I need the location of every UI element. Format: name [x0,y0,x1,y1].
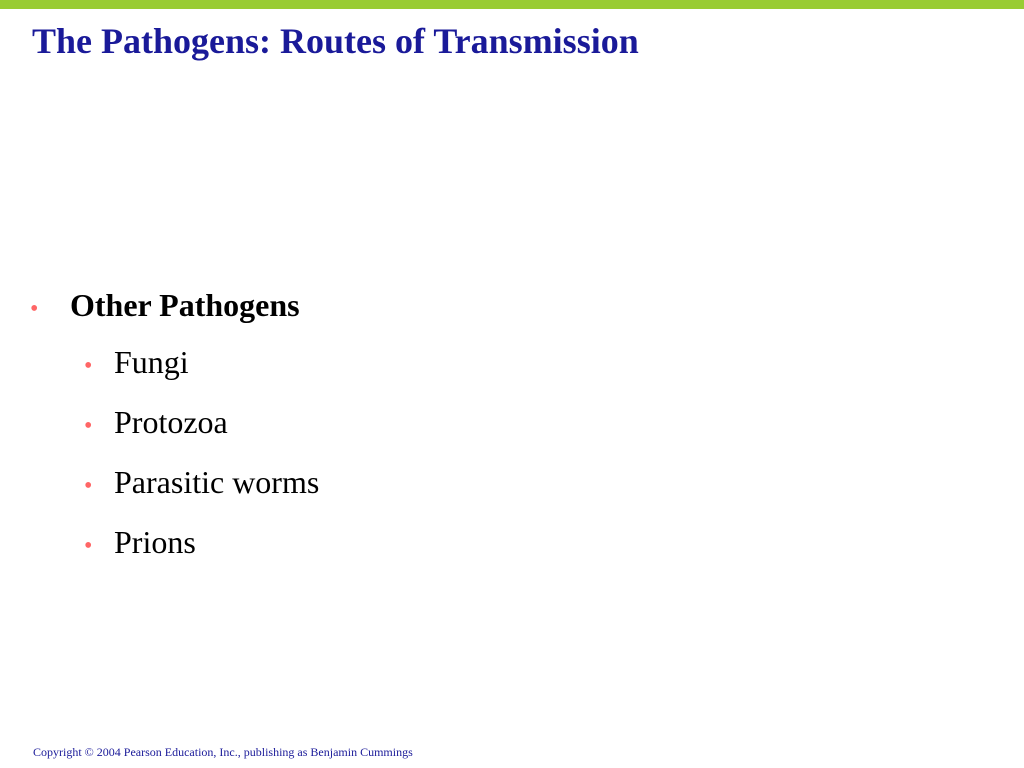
bullet-icon: • [84,473,93,499]
sub-bullet-text: Fungi [114,344,189,380]
bullet-icon: • [30,296,39,322]
bullet-item-other-pathogens [30,282,319,328]
sub-bullet-text: Prions [114,524,196,560]
bullet-icon: • [84,353,93,379]
slide-title: The Pathogens: Routes of Transmission [32,21,639,61]
bullet-list [30,282,319,582]
sub-bullet-item-fungi [84,342,319,402]
top-accent-bar [0,0,1024,9]
bullet-text: Other Pathogens [70,287,300,323]
sub-bullet-item-prions [84,522,319,582]
sub-bullet-item-parasitic-worms [84,462,319,522]
bullet-icon: • [84,533,93,559]
sub-bullet-text: Parasitic worms [114,464,320,500]
copyright-notice: Copyright © 2004 Pearson Education, Inc., publishing as Benjamin Cummings [33,745,413,759]
sub-bullet-group [30,342,319,582]
sub-bullet-list [30,342,319,582]
bullet-icon: • [84,413,93,439]
sub-bullet-item-protozoa [84,402,319,462]
sub-bullet-text: Protozoa [114,404,228,440]
